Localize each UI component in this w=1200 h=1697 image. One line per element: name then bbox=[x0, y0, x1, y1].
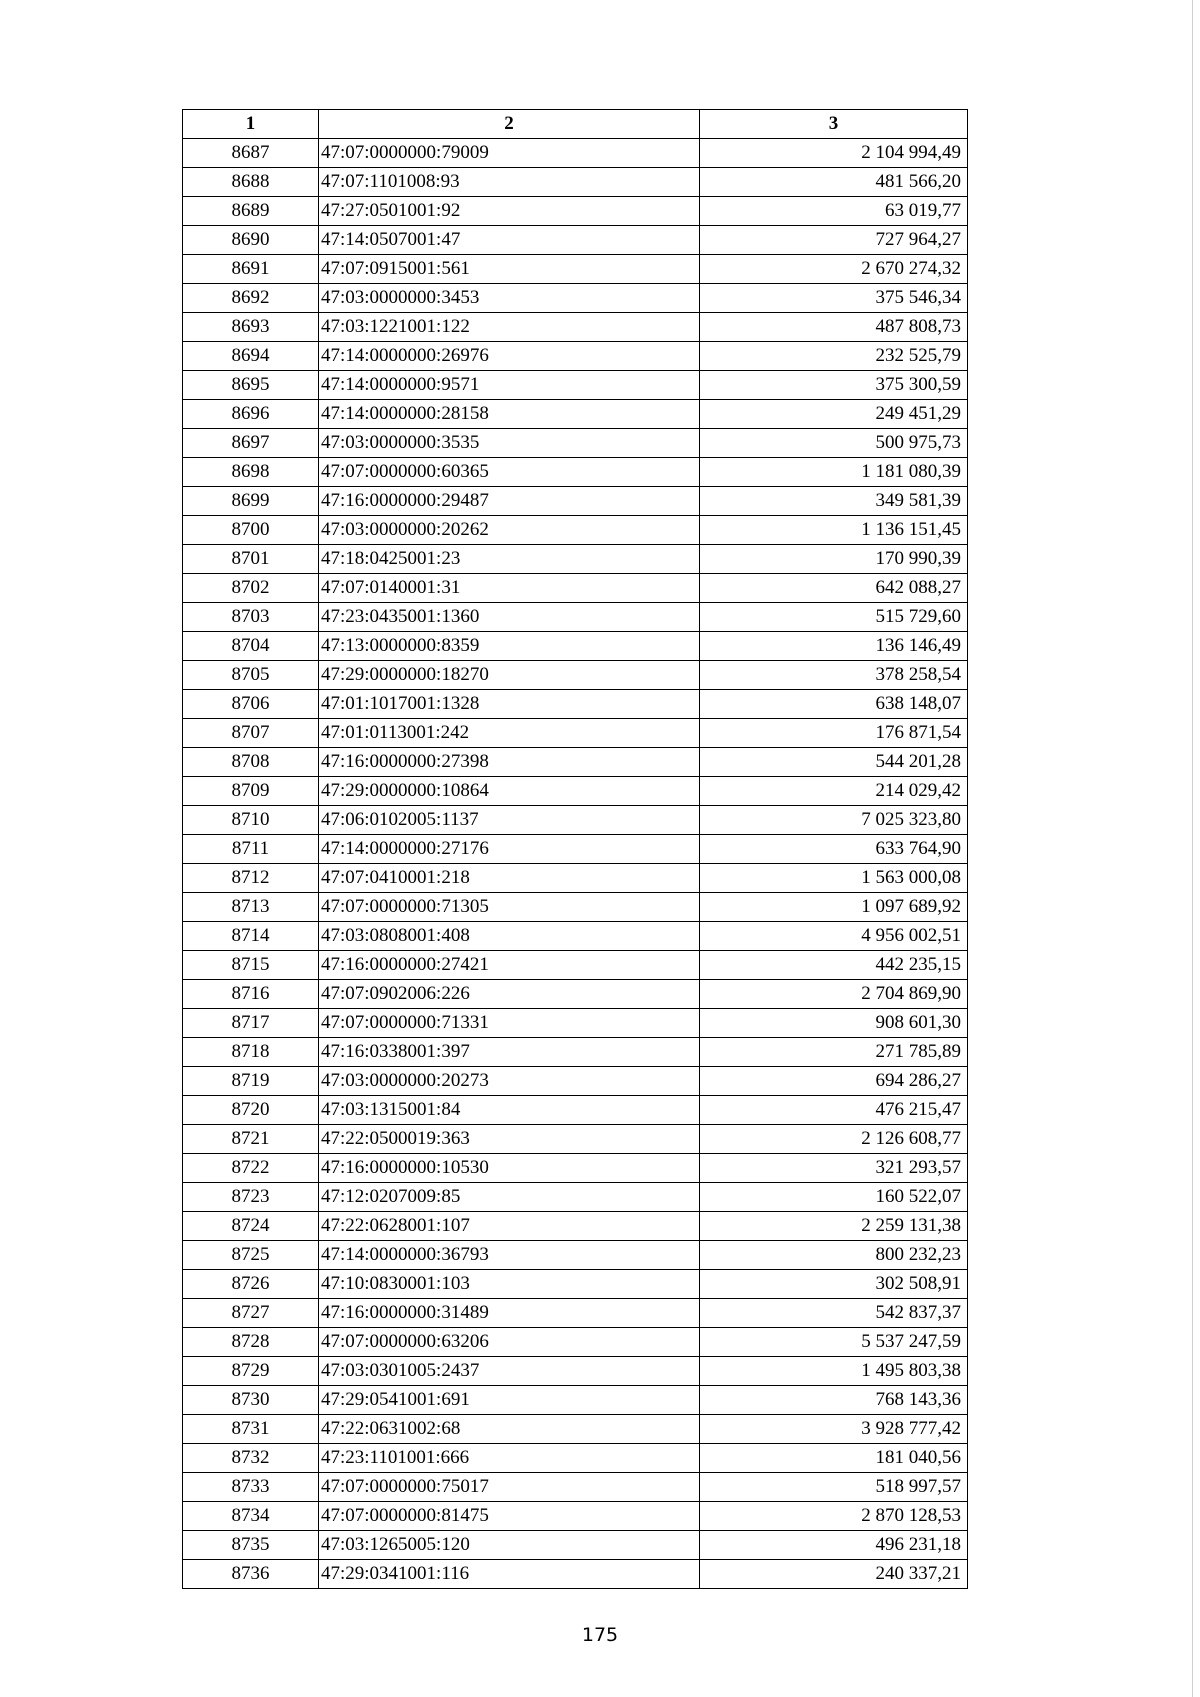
cadastral-value-cell: 2 870 128,53 bbox=[700, 1502, 968, 1531]
row-number-cell: 8709 bbox=[183, 777, 319, 806]
row-number-cell: 8715 bbox=[183, 951, 319, 980]
cadastral-number-cell: 47:03:0000000:3453 bbox=[319, 284, 700, 313]
cadastral-number-cell: 47:12:0207009:85 bbox=[319, 1183, 700, 1212]
table-row bbox=[183, 255, 968, 284]
table-row bbox=[183, 284, 968, 313]
table-row bbox=[183, 1357, 968, 1386]
table-row bbox=[183, 1096, 968, 1125]
table-row bbox=[183, 1009, 968, 1038]
table-row bbox=[183, 1560, 968, 1589]
cadastral-number-cell: 47:07:0000000:63206 bbox=[319, 1328, 700, 1357]
column-header-1: 1 bbox=[183, 110, 319, 139]
cadastral-number-cell: 47:14:0000000:36793 bbox=[319, 1241, 700, 1270]
row-number-cell: 8716 bbox=[183, 980, 319, 1009]
cadastral-value-cell: 642 088,27 bbox=[700, 574, 968, 603]
table-header-row bbox=[183, 110, 968, 139]
cadastral-value-cell: 2 670 274,32 bbox=[700, 255, 968, 284]
table-row bbox=[183, 1067, 968, 1096]
cadastral-number-cell: 47:16:0000000:31489 bbox=[319, 1299, 700, 1328]
cadastral-number-cell: 47:16:0000000:10530 bbox=[319, 1154, 700, 1183]
cadastral-value-cell: 1 097 689,92 bbox=[700, 893, 968, 922]
cadastral-value-cell: 1 136 151,45 bbox=[700, 516, 968, 545]
table-row bbox=[183, 690, 968, 719]
cadastral-number-cell: 47:01:1017001:1328 bbox=[319, 690, 700, 719]
cadastral-value-cell: 487 808,73 bbox=[700, 313, 968, 342]
table-row bbox=[183, 574, 968, 603]
cadastral-value-cell: 240 337,21 bbox=[700, 1560, 968, 1589]
cadastral-value-cell: 170 990,39 bbox=[700, 545, 968, 574]
row-number-cell: 8734 bbox=[183, 1502, 319, 1531]
cadastral-value-cell: 2 259 131,38 bbox=[700, 1212, 968, 1241]
row-number-cell: 8729 bbox=[183, 1357, 319, 1386]
table-row bbox=[183, 1154, 968, 1183]
cadastral-value-cell: 232 525,79 bbox=[700, 342, 968, 371]
table-row bbox=[183, 168, 968, 197]
row-number-cell: 8730 bbox=[183, 1386, 319, 1415]
cadastral-value-cell: 727 964,27 bbox=[700, 226, 968, 255]
page-number: 175 bbox=[581, 1624, 619, 1646]
row-number-cell: 8699 bbox=[183, 487, 319, 516]
row-number-cell: 8720 bbox=[183, 1096, 319, 1125]
cadastral-value-cell: 63 019,77 bbox=[700, 197, 968, 226]
table-row bbox=[183, 1444, 968, 1473]
row-number-cell: 8697 bbox=[183, 429, 319, 458]
table-row bbox=[183, 1415, 968, 1444]
cadastral-number-cell: 47:03:1315001:84 bbox=[319, 1096, 700, 1125]
table-row bbox=[183, 951, 968, 980]
cadastral-number-cell: 47:14:0507001:47 bbox=[319, 226, 700, 255]
cadastral-number-cell: 47:23:1101001:666 bbox=[319, 1444, 700, 1473]
cadastral-value-cell: 2 126 608,77 bbox=[700, 1125, 968, 1154]
cadastral-number-cell: 47:29:0000000:10864 bbox=[319, 777, 700, 806]
cadastral-value-cell: 321 293,57 bbox=[700, 1154, 968, 1183]
row-number-cell: 8694 bbox=[183, 342, 319, 371]
cadastral-number-cell: 47:07:0000000:79009 bbox=[319, 139, 700, 168]
cadastral-number-cell: 47:03:1265005:120 bbox=[319, 1531, 700, 1560]
table-row bbox=[183, 400, 968, 429]
cadastral-value-cell: 518 997,57 bbox=[700, 1473, 968, 1502]
table-row bbox=[183, 1212, 968, 1241]
table-row bbox=[183, 1299, 968, 1328]
cadastral-value-cell: 800 232,23 bbox=[700, 1241, 968, 1270]
cadastral-number-cell: 47:01:0113001:242 bbox=[319, 719, 700, 748]
cadastral-number-cell: 47:07:0902006:226 bbox=[319, 980, 700, 1009]
cadastral-number-cell: 47:22:0628001:107 bbox=[319, 1212, 700, 1241]
cadastral-number-cell: 47:22:0500019:363 bbox=[319, 1125, 700, 1154]
table-row bbox=[183, 487, 968, 516]
cadastral-value-cell: 271 785,89 bbox=[700, 1038, 968, 1067]
row-number-cell: 8691 bbox=[183, 255, 319, 284]
page-edge-line bbox=[1192, 0, 1193, 1697]
row-number-cell: 8722 bbox=[183, 1154, 319, 1183]
row-number-cell: 8688 bbox=[183, 168, 319, 197]
table-row bbox=[183, 864, 968, 893]
cadastral-number-cell: 47:03:0301005:2437 bbox=[319, 1357, 700, 1386]
cadastral-number-cell: 47:27:0501001:92 bbox=[319, 197, 700, 226]
row-number-cell: 8692 bbox=[183, 284, 319, 313]
table-row bbox=[183, 139, 968, 168]
cadastral-number-cell: 47:03:0000000:20262 bbox=[319, 516, 700, 545]
table-row bbox=[183, 632, 968, 661]
cadastral-value-cell: 136 146,49 bbox=[700, 632, 968, 661]
cadastral-value-cell: 176 871,54 bbox=[700, 719, 968, 748]
row-number-cell: 8706 bbox=[183, 690, 319, 719]
row-number-cell: 8726 bbox=[183, 1270, 319, 1299]
table-row bbox=[183, 777, 968, 806]
table-row bbox=[183, 893, 968, 922]
row-number-cell: 8735 bbox=[183, 1531, 319, 1560]
cadastral-value-cell: 7 025 323,80 bbox=[700, 806, 968, 835]
row-number-cell: 8719 bbox=[183, 1067, 319, 1096]
table-row bbox=[183, 748, 968, 777]
table-row bbox=[183, 1125, 968, 1154]
cadastral-number-cell: 47:07:0000000:60365 bbox=[319, 458, 700, 487]
table-row bbox=[183, 458, 968, 487]
cadastral-value-cell: 2 104 994,49 bbox=[700, 139, 968, 168]
cadastral-number-cell: 47:14:0000000:27176 bbox=[319, 835, 700, 864]
row-number-cell: 8693 bbox=[183, 313, 319, 342]
cadastral-number-cell: 47:22:0631002:68 bbox=[319, 1415, 700, 1444]
cadastral-number-cell: 47:14:0000000:28158 bbox=[319, 400, 700, 429]
cadastral-value-cell: 496 231,18 bbox=[700, 1531, 968, 1560]
column-header-2: 2 bbox=[319, 110, 700, 139]
cadastral-value-cell: 375 300,59 bbox=[700, 371, 968, 400]
row-number-cell: 8732 bbox=[183, 1444, 319, 1473]
table-row bbox=[183, 719, 968, 748]
cadastral-value-cell: 214 029,42 bbox=[700, 777, 968, 806]
cadastral-value-cell: 544 201,28 bbox=[700, 748, 968, 777]
row-number-cell: 8733 bbox=[183, 1473, 319, 1502]
table-row bbox=[183, 226, 968, 255]
row-number-cell: 8713 bbox=[183, 893, 319, 922]
row-number-cell: 8727 bbox=[183, 1299, 319, 1328]
cadastral-number-cell: 47:07:0000000:71331 bbox=[319, 1009, 700, 1038]
cadastral-number-cell: 47:29:0000000:18270 bbox=[319, 661, 700, 690]
row-number-cell: 8708 bbox=[183, 748, 319, 777]
table-body bbox=[183, 139, 968, 1589]
cadastral-value-cell: 1 495 803,38 bbox=[700, 1357, 968, 1386]
cadastral-value-cell: 302 508,91 bbox=[700, 1270, 968, 1299]
row-number-cell: 8696 bbox=[183, 400, 319, 429]
table-row bbox=[183, 545, 968, 574]
row-number-cell: 8704 bbox=[183, 632, 319, 661]
cadastral-value-cell: 160 522,07 bbox=[700, 1183, 968, 1212]
row-number-cell: 8736 bbox=[183, 1560, 319, 1589]
row-number-cell: 8705 bbox=[183, 661, 319, 690]
row-number-cell: 8724 bbox=[183, 1212, 319, 1241]
table-row bbox=[183, 661, 968, 690]
cadastral-number-cell: 47:16:0000000:27398 bbox=[319, 748, 700, 777]
table-row bbox=[183, 371, 968, 400]
cadastral-number-cell: 47:06:0102005:1137 bbox=[319, 806, 700, 835]
cadastral-value-cell: 1 181 080,39 bbox=[700, 458, 968, 487]
cadastral-value-cell: 542 837,37 bbox=[700, 1299, 968, 1328]
row-number-cell: 8698 bbox=[183, 458, 319, 487]
table-row bbox=[183, 1038, 968, 1067]
table-row bbox=[183, 603, 968, 632]
table-row bbox=[183, 835, 968, 864]
cadastral-number-cell: 47:16:0000000:27421 bbox=[319, 951, 700, 980]
cadastral-value-cell: 694 286,27 bbox=[700, 1067, 968, 1096]
column-header-3: 3 bbox=[700, 110, 968, 139]
table-row bbox=[183, 313, 968, 342]
table-row bbox=[183, 1502, 968, 1531]
row-number-cell: 8689 bbox=[183, 197, 319, 226]
cadastral-value-cell: 249 451,29 bbox=[700, 400, 968, 429]
table-row bbox=[183, 429, 968, 458]
cadastral-number-cell: 47:29:0341001:116 bbox=[319, 1560, 700, 1589]
row-number-cell: 8731 bbox=[183, 1415, 319, 1444]
cadastral-value-table bbox=[182, 109, 968, 1589]
row-number-cell: 8718 bbox=[183, 1038, 319, 1067]
row-number-cell: 8695 bbox=[183, 371, 319, 400]
cadastral-value-cell: 1 563 000,08 bbox=[700, 864, 968, 893]
cadastral-number-cell: 47:07:1101008:93 bbox=[319, 168, 700, 197]
cadastral-value-cell: 3 928 777,42 bbox=[700, 1415, 968, 1444]
row-number-cell: 8703 bbox=[183, 603, 319, 632]
row-number-cell: 8700 bbox=[183, 516, 319, 545]
row-number-cell: 8710 bbox=[183, 806, 319, 835]
table-row bbox=[183, 922, 968, 951]
row-number-cell: 8723 bbox=[183, 1183, 319, 1212]
table-row bbox=[183, 806, 968, 835]
table-row bbox=[183, 1183, 968, 1212]
cadastral-value-cell: 349 581,39 bbox=[700, 487, 968, 516]
table-row bbox=[183, 980, 968, 1009]
cadastral-value-cell: 633 764,90 bbox=[700, 835, 968, 864]
cadastral-value-cell: 375 546,34 bbox=[700, 284, 968, 313]
row-number-cell: 8717 bbox=[183, 1009, 319, 1038]
row-number-cell: 8728 bbox=[183, 1328, 319, 1357]
row-number-cell: 8701 bbox=[183, 545, 319, 574]
row-number-cell: 8725 bbox=[183, 1241, 319, 1270]
cadastral-number-cell: 47:29:0541001:691 bbox=[319, 1386, 700, 1415]
cadastral-number-cell: 47:03:0000000:3535 bbox=[319, 429, 700, 458]
row-number-cell: 8707 bbox=[183, 719, 319, 748]
cadastral-number-cell: 47:07:0410001:218 bbox=[319, 864, 700, 893]
cadastral-number-cell: 47:18:0425001:23 bbox=[319, 545, 700, 574]
row-number-cell: 8721 bbox=[183, 1125, 319, 1154]
cadastral-value-cell: 476 215,47 bbox=[700, 1096, 968, 1125]
row-number-cell: 8712 bbox=[183, 864, 319, 893]
cadastral-number-cell: 47:14:0000000:9571 bbox=[319, 371, 700, 400]
cadastral-number-cell: 47:03:0000000:20273 bbox=[319, 1067, 700, 1096]
cadastral-value-cell: 2 704 869,90 bbox=[700, 980, 968, 1009]
cadastral-value-cell: 378 258,54 bbox=[700, 661, 968, 690]
cadastral-number-cell: 47:07:0000000:71305 bbox=[319, 893, 700, 922]
row-number-cell: 8702 bbox=[183, 574, 319, 603]
cadastral-number-cell: 47:16:0338001:397 bbox=[319, 1038, 700, 1067]
table-row bbox=[183, 1328, 968, 1357]
table-row bbox=[183, 1241, 968, 1270]
cadastral-number-cell: 47:03:1221001:122 bbox=[319, 313, 700, 342]
table-row bbox=[183, 197, 968, 226]
table-row bbox=[183, 1531, 968, 1560]
cadastral-number-cell: 47:14:0000000:26976 bbox=[319, 342, 700, 371]
cadastral-number-cell: 47:07:0000000:81475 bbox=[319, 1502, 700, 1531]
cadastral-number-cell: 47:23:0435001:1360 bbox=[319, 603, 700, 632]
row-number-cell: 8714 bbox=[183, 922, 319, 951]
table-row bbox=[183, 1473, 968, 1502]
table-row bbox=[183, 1386, 968, 1415]
cadastral-value-cell: 481 566,20 bbox=[700, 168, 968, 197]
cadastral-value-cell: 181 040,56 bbox=[700, 1444, 968, 1473]
cadastral-value-cell: 768 143,36 bbox=[700, 1386, 968, 1415]
cadastral-value-cell: 4 956 002,51 bbox=[700, 922, 968, 951]
cadastral-number-cell: 47:07:0000000:75017 bbox=[319, 1473, 700, 1502]
table-row bbox=[183, 1270, 968, 1299]
cadastral-number-cell: 47:16:0000000:29487 bbox=[319, 487, 700, 516]
row-number-cell: 8711 bbox=[183, 835, 319, 864]
cadastral-number-cell: 47:07:0915001:561 bbox=[319, 255, 700, 284]
cadastral-value-cell: 442 235,15 bbox=[700, 951, 968, 980]
cadastral-number-cell: 47:10:0830001:103 bbox=[319, 1270, 700, 1299]
table-row bbox=[183, 516, 968, 545]
cadastral-value-cell: 908 601,30 bbox=[700, 1009, 968, 1038]
cadastral-value-cell: 638 148,07 bbox=[700, 690, 968, 719]
cadastral-value-cell: 500 975,73 bbox=[700, 429, 968, 458]
cadastral-value-cell: 515 729,60 bbox=[700, 603, 968, 632]
cadastral-number-cell: 47:03:0808001:408 bbox=[319, 922, 700, 951]
row-number-cell: 8687 bbox=[183, 139, 319, 168]
table-row bbox=[183, 342, 968, 371]
cadastral-number-cell: 47:13:0000000:8359 bbox=[319, 632, 700, 661]
cadastral-value-cell: 5 537 247,59 bbox=[700, 1328, 968, 1357]
row-number-cell: 8690 bbox=[183, 226, 319, 255]
cadastral-number-cell: 47:07:0140001:31 bbox=[319, 574, 700, 603]
